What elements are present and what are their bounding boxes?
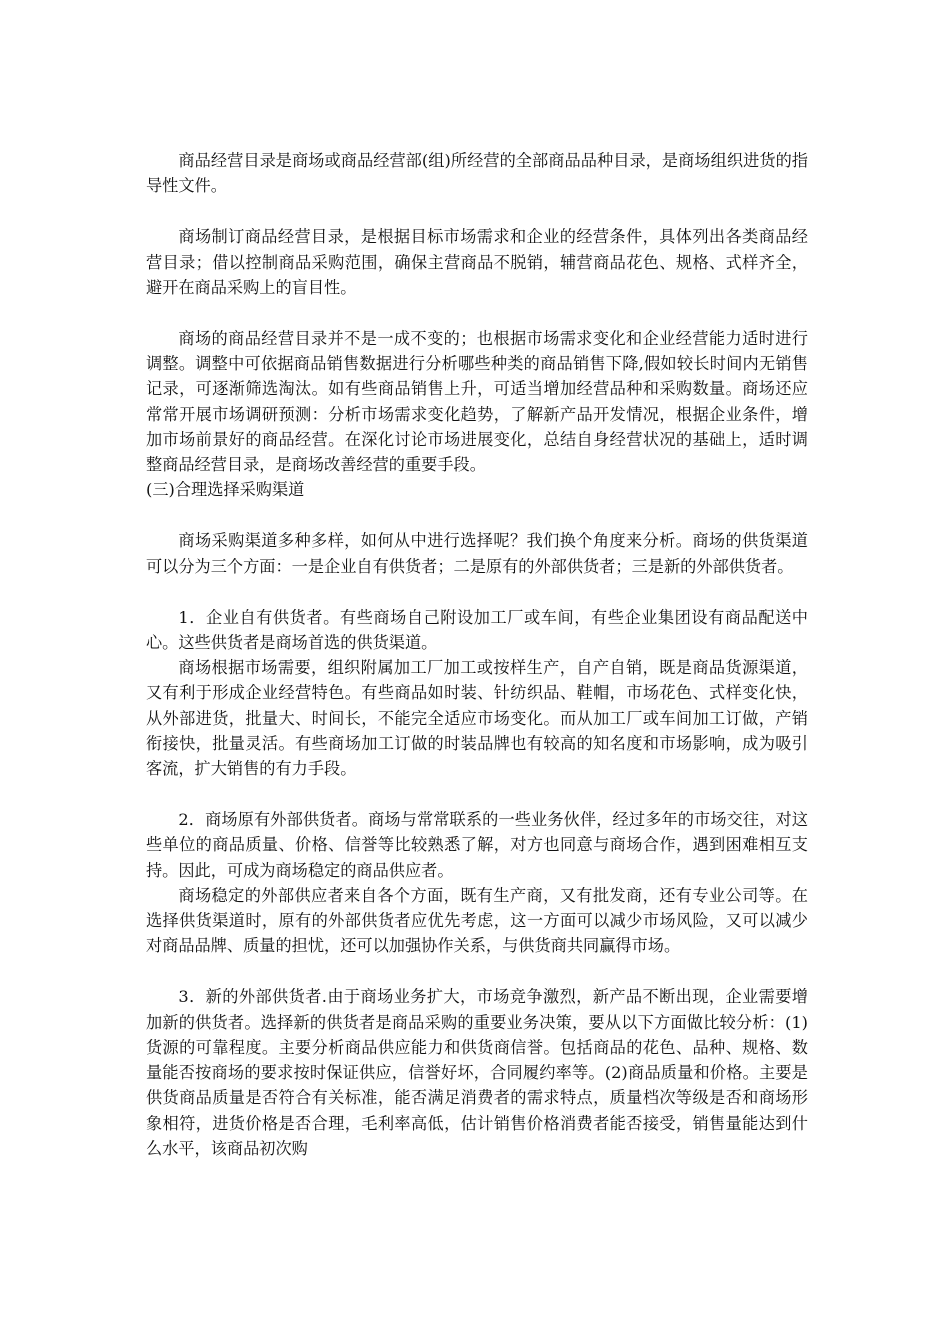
paragraph-new-external-suppliers: 3．新的外部供货者.由于商场业务扩大，市场竞争激烈，新产品不断出现，企业需要增加新的供货者。选择新的供货者是商品采购的重要业务决策，要从以下方面做比较分析：(1)货源的可靠程度。主要分析商品供应能力和供货商信誉。包括商品的花色、品种、规格、数量能否按商场的要求按时保证供应，信誉好坏，合同履约率等。(2)商品质量和价格。主要是供货商品质量是否符合有关标准，能否满足消费者的需求特点，质量档次等级是否和商场形象相符，进货价格是否合理，毛利率高低，估计销售价格消费者能否接受，销售量能达到什么水平，该商品初次购 <box>146 987 808 1158</box>
paragraph-existing-external-suppliers: 2．商场原有外部供货者。商场与常常联系的一些业务伙伴，经过多年的市场交往，对这些单位的商品质量、价格、信誉等比较熟悉了解，对方也同意与商场合作，遇到困难相互支持。因此，可成为商场稳定的商品供应者。 <box>146 810 808 880</box>
section-heading-purchase-channels: (三)合理选择采购渠道 <box>146 480 305 500</box>
document-body <box>146 148 808 1161</box>
paragraph-existing-external-detail: 商场稳定的外部供应者来自各个方面，既有生产商，又有批发商，还有专业公司等。在选择供货渠道时，原有的外部供货者应优先考虑，这一方面可以减少市场风险，又可以减少对商品品牌、质量的担忧，还可以加强协作关系，与供货商共同赢得市场。 <box>146 885 808 956</box>
paragraph-catalog-definition: 商品经营目录是商场或商品经营部(组)所经营的全部商品品种目录，是商场组织进货的指导性文件。 <box>146 151 808 196</box>
paragraph-own-suppliers: 1．企业自有供货者。有些商场自己附设加工厂或车间，有些企业集团设有商品配送中心。这些供货者是商场首选的供货渠道。 <box>146 607 808 653</box>
paragraph-own-suppliers-detail: 商场根据市场需要，组织附属加工厂加工或按样生产，自产自销，既是商品货源渠道，又有利于形成企业经营特色。有些商品如时装、针纺织品、鞋帽，市场花色、式样变化快，从外部进货，批量大、时间长，不能完全适应市场变化。而从加工厂或车间加工订做，产销衔接快，批量灵活。有些商场加工订做的时装品牌也有较高的知名度和市场影响，成为吸引客流，扩大销售的有力手段。 <box>146 658 808 779</box>
paragraph-channel-overview: 商场采购渠道多种多样，如何从中进行选择呢？我们换个角度来分析。商场的供货渠道可以分为三个方面：一是企业自有供货者；二是原有的外部供货者；三是新的外部供货者。 <box>146 531 808 576</box>
paragraph-catalog-adjustment: 商场的商品经营目录并不是一成不变的；也根据市场需求变化和企业经营能力适时进行调整。调整中可依据商品销售数据进行分析哪些种类的商品销售下降,假如较长时间内无销售记录，可逐渐筛选淘汰。如有些商品销售上升，可适当增加经营品种和采购数量。商场还应常常开展市场调研预测：分析市场需求变化趋势，了解新产品开发情况，根据企业条件，增加市场前景好的商品经营。在深化讨论市场进展变化，总结自身经营状况的基础上，适时调整商品经营目录，是商场改善经营的重要手段。 <box>146 329 808 475</box>
paragraph-catalog-formulation: 商场制订商品经营目录，是根据目标市场需求和企业的经营条件，具体列出各类商品经营目录；借以控制商品采购范围，确保主营商品不脱销，辅营商品花色、规格、式样齐全，避开在商品采购上的盲目性。 <box>146 227 808 297</box>
